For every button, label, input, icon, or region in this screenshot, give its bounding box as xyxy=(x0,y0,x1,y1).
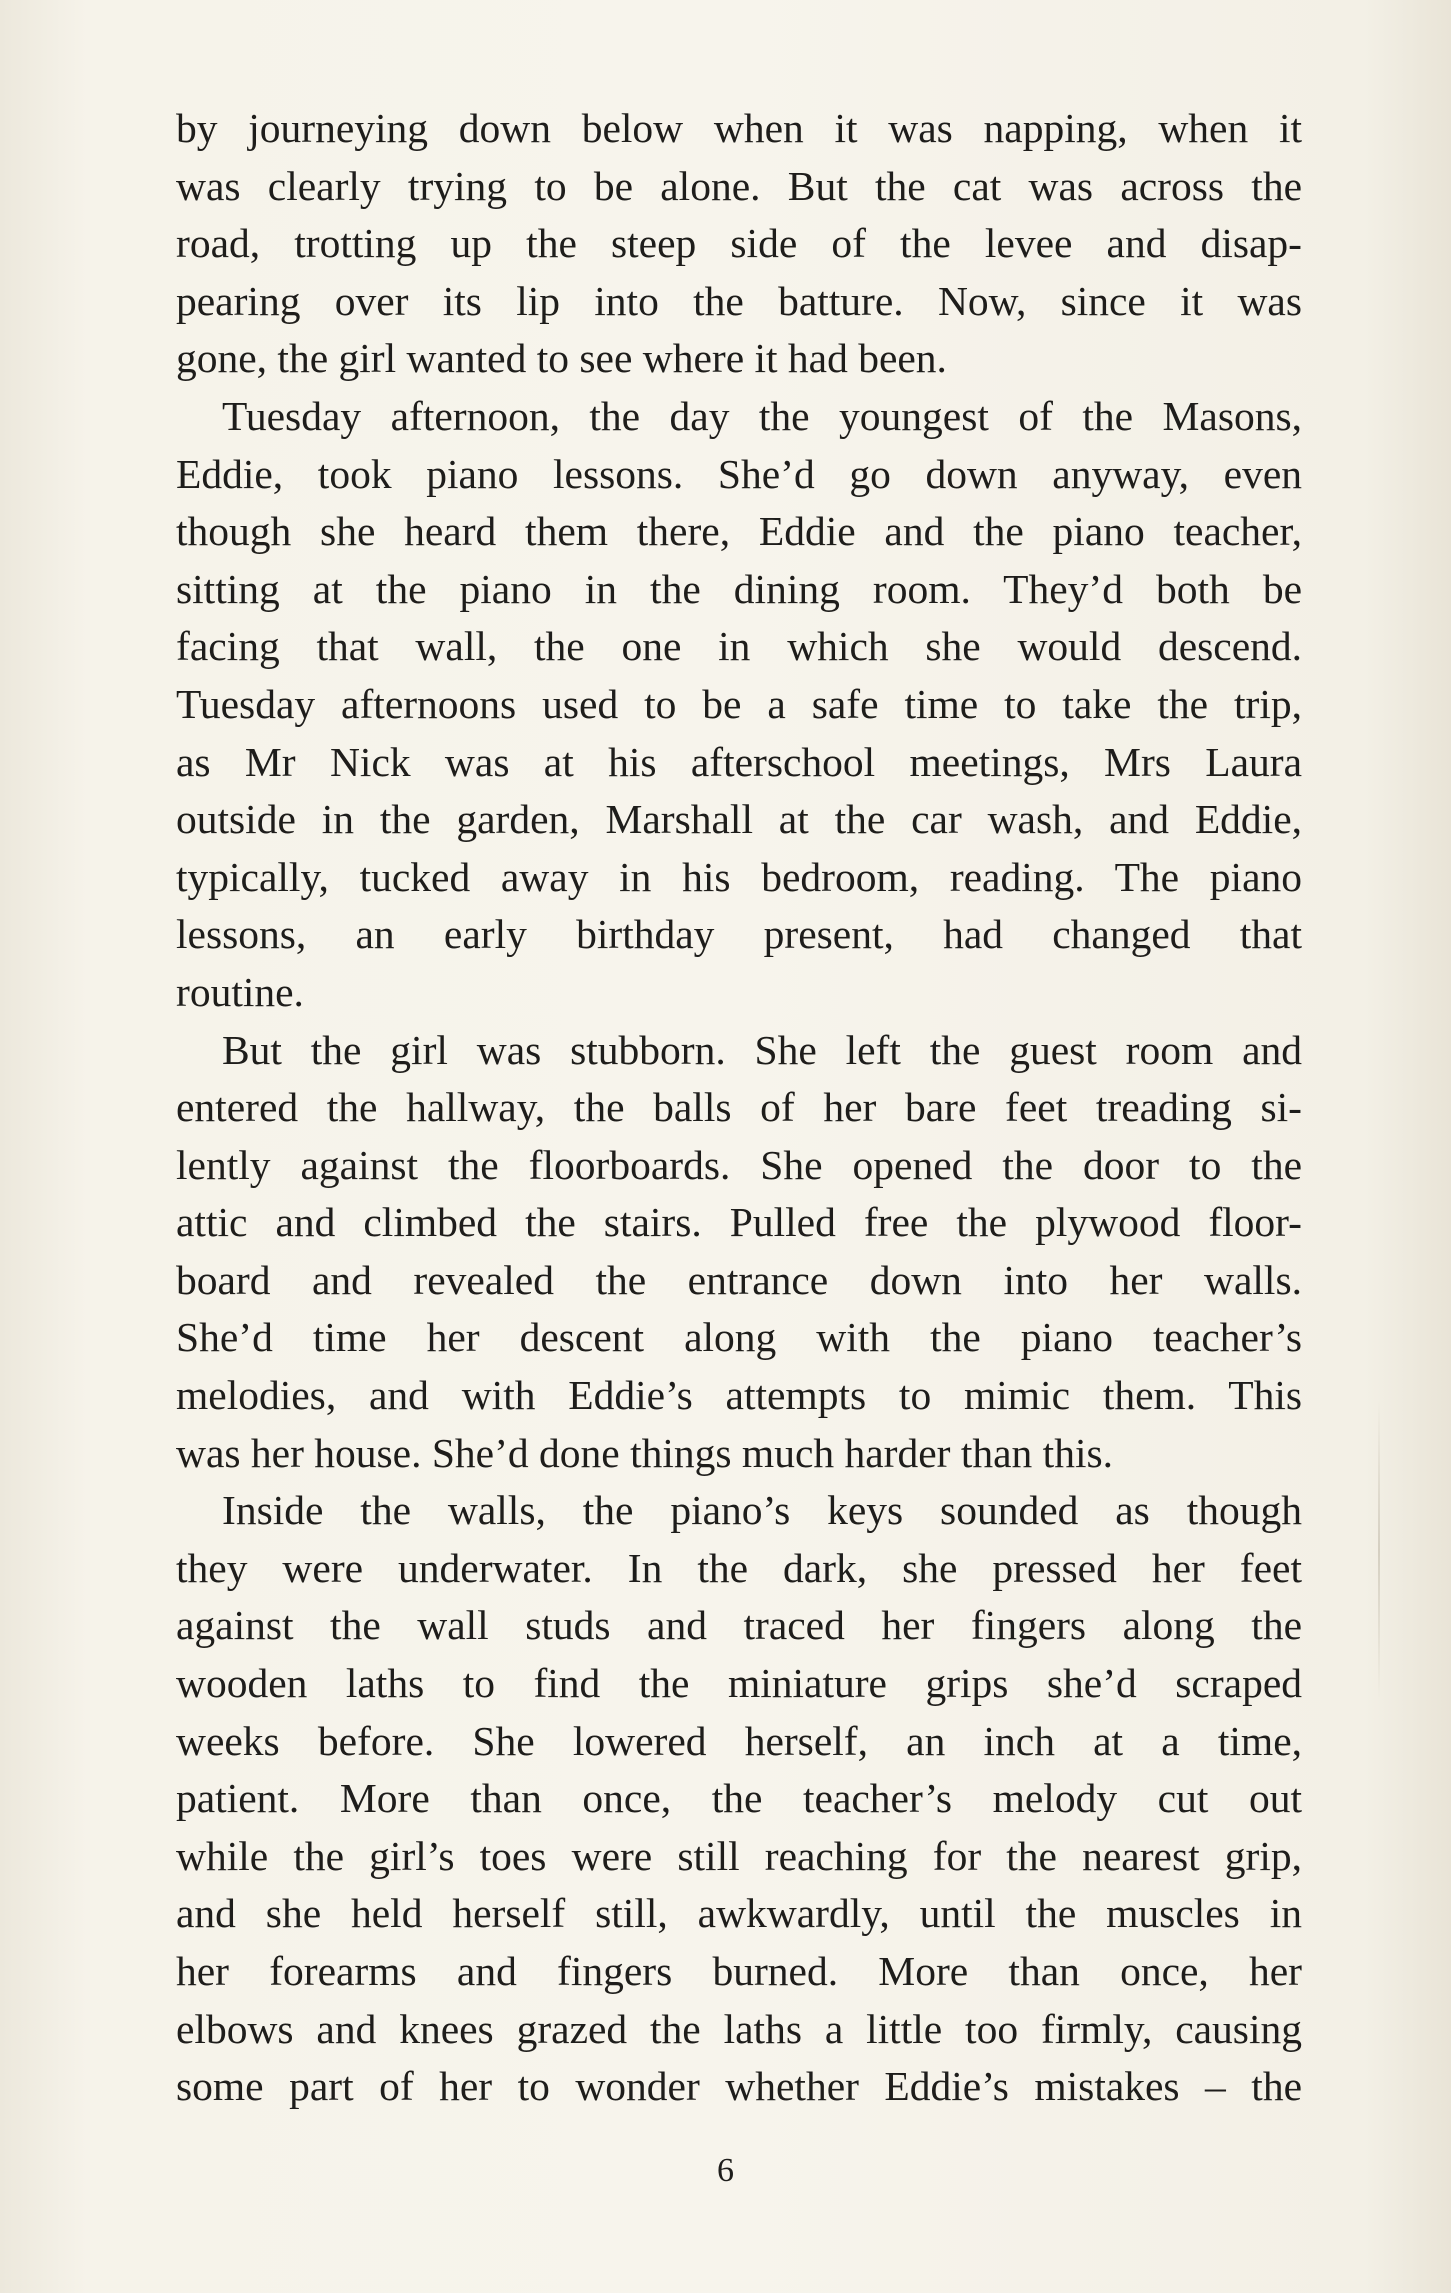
text-line: lessons, an early birthday present, had changed that xyxy=(176,911,1302,958)
text-line: routine. xyxy=(176,968,304,1015)
paragraph xyxy=(176,100,1302,388)
text-line: some part of her to wonder whether Eddie’s mistakes – the xyxy=(176,2063,1302,2110)
text-line: Tuesday afternoon, the day the youngest of the Masons, xyxy=(222,392,1302,439)
text-line: Tuesday afternoons used to be a safe time to take the trip, xyxy=(176,680,1302,727)
text-line: was her house. She’d done things much harder than this. xyxy=(176,1429,1114,1476)
text-line: gone, the girl wanted to see where it had been. xyxy=(176,335,947,382)
text-line: was clearly trying to be alone. But the cat was across the xyxy=(176,162,1302,209)
text-line: sitting at the piano in the dining room. They’d both be xyxy=(176,565,1302,612)
page-crease xyxy=(1378,1400,1380,1700)
text-line: outside in the garden, Marshall at the car wash, and Eddie, xyxy=(176,796,1302,843)
text-line: as Mr Nick was at his afterschool meetings, Mrs Laura xyxy=(176,738,1302,785)
paragraph xyxy=(176,388,1302,1022)
text-line: pearing over its lip into the batture. Now, since it was xyxy=(176,277,1302,324)
text-line: She’d time her descent along with the piano teacher’s xyxy=(176,1314,1302,1361)
text-line: against the wall studs and traced her fingers along the xyxy=(176,1602,1302,1649)
text-line: patient. More than once, the teacher’s melody cut out xyxy=(176,1775,1302,1822)
text-line: wooden laths to find the miniature grips she’d scraped xyxy=(176,1660,1302,1707)
text-line: by journeying down below when it was napping, when it xyxy=(176,105,1302,151)
paragraph xyxy=(176,1022,1302,1483)
text-line: they were underwater. In the dark, she pressed her feet xyxy=(176,1544,1302,1591)
text-line: and she held herself still, awkwardly, until the muscles in xyxy=(176,1890,1302,1937)
text-line: her forearms and fingers burned. More than once, her xyxy=(176,1948,1302,1994)
text-line: Eddie, took piano lessons. She’d go down anyway, even xyxy=(176,450,1302,497)
text-line: entered the hallway, the balls of her bare feet treading si- xyxy=(176,1084,1302,1131)
text-line: though she heard them there, Eddie and the piano teacher, xyxy=(176,508,1302,555)
text-line: road, trotting up the steep side of the levee and disap- xyxy=(176,220,1302,267)
text-line: elbows and knees grazed the laths a little too firmly, causing xyxy=(176,2005,1302,2052)
text-line: Inside the walls, the piano’s keys sounded as though xyxy=(222,1487,1302,1534)
text-line: while the girl’s toes were still reaching for the nearest grip, xyxy=(176,1832,1302,1879)
body-text xyxy=(176,100,1302,2116)
text-line: typically, tucked away in his bedroom, reading. The piano xyxy=(176,853,1302,900)
text-line: But the girl was stubborn. She left the guest room and xyxy=(222,1026,1302,1073)
page-number: 6 xyxy=(717,2152,734,2189)
text-line: lently against the floorboards. She opened the door to the xyxy=(176,1141,1302,1188)
paragraph xyxy=(176,1482,1302,2116)
text-line: melodies, and with Eddie’s attempts to mimic them. This xyxy=(176,1372,1302,1419)
text-line: facing that wall, the one in which she would descend. xyxy=(176,623,1302,670)
text-line: attic and climbed the stairs. Pulled free the plywood floor- xyxy=(176,1199,1302,1246)
text-line: weeks before. She lowered herself, an inch at a time, xyxy=(176,1717,1302,1764)
text-line: board and revealed the entrance down into her walls. xyxy=(176,1256,1302,1303)
